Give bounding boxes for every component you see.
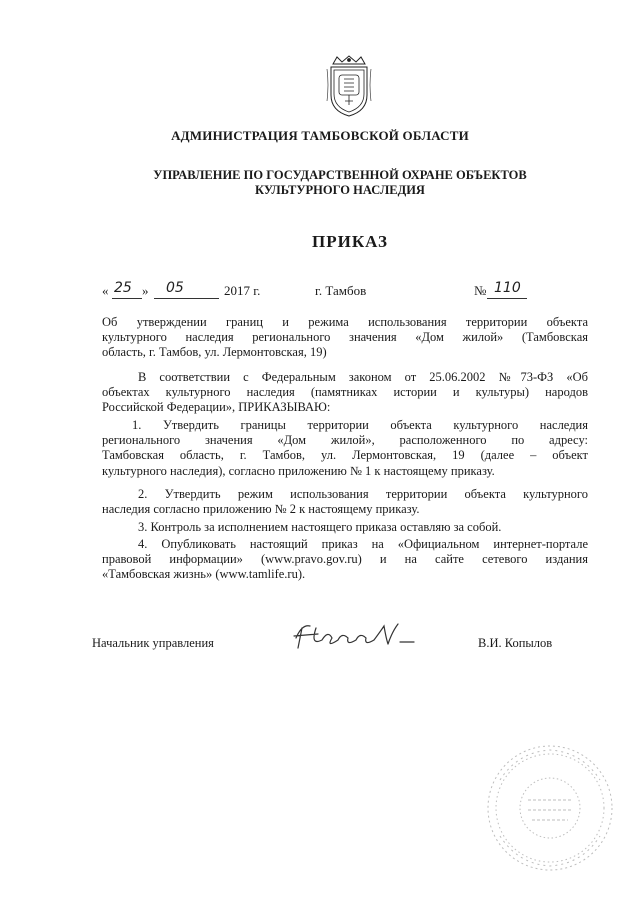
- subject-line: область, г. Тамбов, ул. Лермонтовская, 19): [102, 345, 327, 360]
- item-line: культурного наследия), согласно приложению № 1 к настоящему приказу.: [102, 463, 495, 478]
- signer-position: Начальник управления: [92, 636, 214, 650]
- preamble-line: В соответствии с Федеральным законом от 25.06.2002 №73-ФЗ «Об: [138, 370, 588, 384]
- item-line: регионального значения «Дом жилой», расположенного по адресу:: [102, 433, 588, 448]
- order-day: 25: [114, 280, 132, 296]
- signer-name: В.И. Копылов: [478, 636, 553, 650]
- order-item-2: [102, 487, 588, 517]
- preamble-line: Российской Федерации», ПРИКАЗЫВАЮ:: [102, 400, 331, 415]
- item-line: 4. Опубликовать настоящий приказ на «Официальном интернет-портале: [138, 537, 588, 551]
- order-city: г. Тамбов: [315, 283, 367, 298]
- department-title: [140, 168, 540, 198]
- number-label: №: [474, 283, 487, 298]
- order-item-1: [102, 418, 588, 479]
- official-seal-stamp: [478, 740, 618, 875]
- item-line: 3. Контроль за исполнением настоящего приказа оставляю за собой.: [138, 520, 502, 534]
- subject-line: Об утверждении границ и режима использования территории объекта: [102, 315, 588, 329]
- order-number: 110: [494, 280, 521, 296]
- order-year: 2017 г.: [224, 283, 261, 298]
- number-underline: [487, 298, 527, 299]
- order-item-4: [102, 537, 588, 583]
- handwritten-signature: [288, 618, 438, 656]
- item-line: правовой информации» (www.pravo.gov.ru) и на сайте сетевого издания: [102, 552, 588, 567]
- tambov-coat-of-arms-icon: [324, 55, 374, 117]
- subject-line: культурного наследия регионального значения «Дом жилой» (Тамбовская: [102, 330, 588, 345]
- document-type: ПРИКАЗ: [312, 232, 388, 251]
- day-underline: [112, 298, 142, 299]
- item-line: 2. Утвердить режим использования территории объекта культурного: [138, 487, 588, 501]
- department-title-line1: УПРАВЛЕНИЕ ПО ГОСУДАРСТВЕННОЙ ОХРАНЕ ОБЪЕКТОВ: [153, 168, 527, 182]
- order-item-3: [138, 520, 501, 535]
- preamble-line: объектах культурного наследия (памятниках истории и культуры) народов: [102, 385, 588, 400]
- date-number-line: [102, 280, 562, 303]
- organization-title: АДМИНИСТРАЦИЯ ТАМБОВСКОЙ ОБЛАСТИ: [171, 128, 469, 143]
- item-line: Тамбовская область, г. Тамбов, ул. Лермонтовская, 19 (далее – объект: [102, 448, 588, 463]
- open-quote: «: [102, 283, 109, 298]
- signature-block: [92, 632, 572, 656]
- month-underline: [154, 298, 219, 299]
- order-month: 05: [166, 280, 184, 296]
- item-line: наследия согласно приложению № 2 к настоящему приказу.: [102, 502, 420, 517]
- item-line: «Тамбовская жизнь» (www.tamlife.ru).: [102, 567, 306, 582]
- close-quote: »: [142, 283, 149, 298]
- order-subject: [102, 315, 588, 361]
- order-preamble: [102, 370, 588, 416]
- department-title-line2: КУЛЬТУРНОГО НАСЛЕДИЯ: [255, 183, 425, 197]
- item-line: 1. Утвердить границы территории объекта культурного наследия: [132, 418, 588, 432]
